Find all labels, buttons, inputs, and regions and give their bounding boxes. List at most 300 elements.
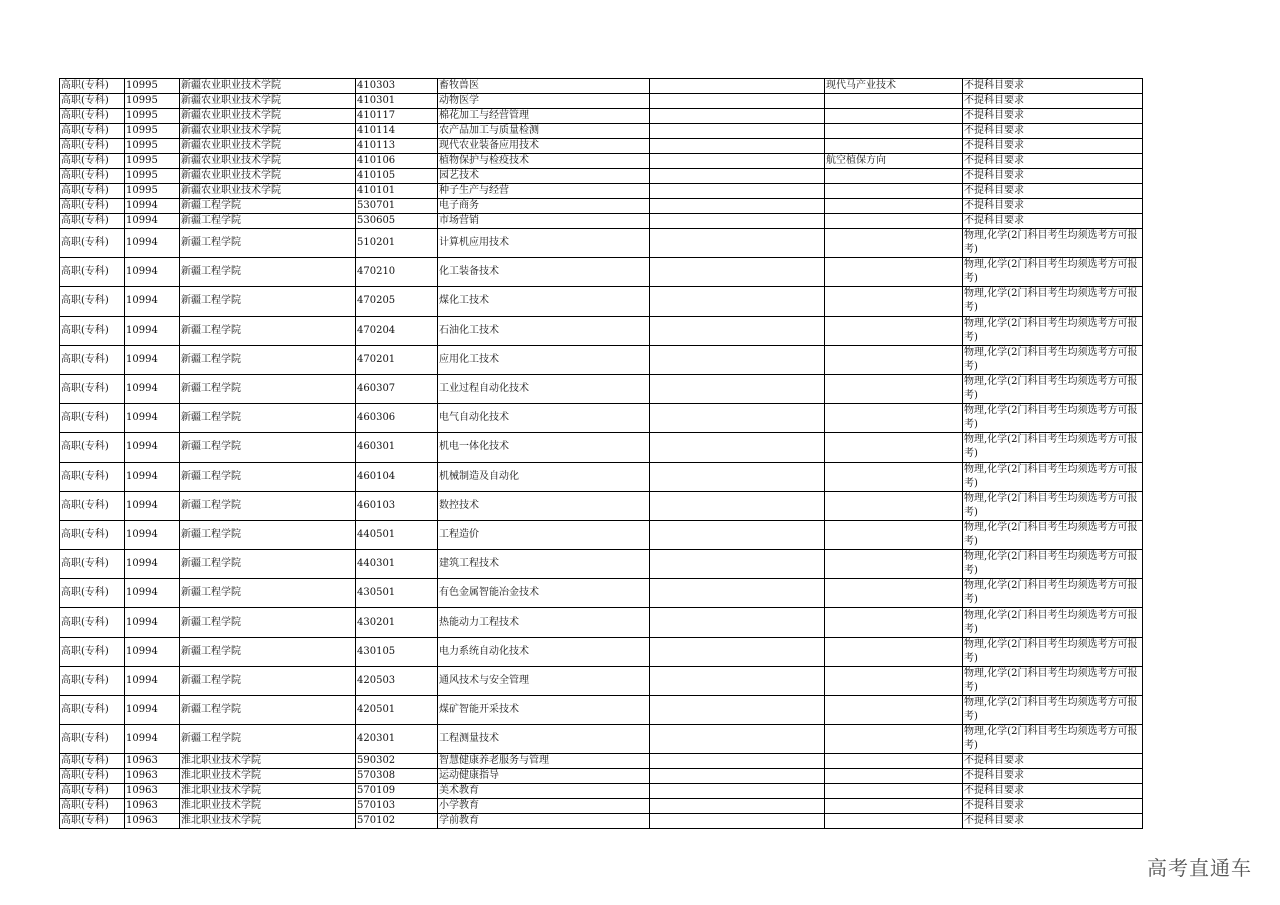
school-code-cell: 10994 (125, 287, 180, 316)
major-name-cell: 农产品加工与质量检测 (438, 124, 650, 139)
major-name-cell: 机电一体化技术 (438, 433, 650, 462)
major-code-cell: 410101 (356, 184, 438, 199)
school-code-cell: 10995 (125, 79, 180, 94)
table-row (60, 109, 1143, 124)
table-row (60, 184, 1143, 199)
school-code-cell: 10994 (125, 229, 180, 258)
table-row (60, 666, 1143, 695)
school-code-cell: 10995 (125, 169, 180, 184)
direction-cell (825, 433, 963, 462)
direction-cell (825, 462, 963, 491)
level-cell: 高职(专科) (60, 404, 125, 433)
major-code-cell: 460306 (356, 404, 438, 433)
direction-cell (825, 124, 963, 139)
note-cell (650, 462, 825, 491)
direction-cell (825, 169, 963, 184)
table-row (60, 637, 1143, 666)
major-code-cell: 460307 (356, 374, 438, 403)
direction-cell (825, 229, 963, 258)
requirement-cell: 物理,化学(2门科目考生均须选考方可报考) (963, 696, 1143, 725)
note-cell (650, 491, 825, 520)
table-row (60, 696, 1143, 725)
major-code-cell: 590302 (356, 754, 438, 769)
school-name-cell: 新疆工程学院 (180, 608, 356, 637)
school-name-cell: 新疆工程学院 (180, 199, 356, 214)
note-cell (650, 433, 825, 462)
level-cell: 高职(专科) (60, 345, 125, 374)
major-code-cell: 470210 (356, 258, 438, 287)
direction-cell (825, 199, 963, 214)
major-name-cell: 工程测量技术 (438, 725, 650, 754)
major-name-cell: 市场营销 (438, 214, 650, 229)
school-code-cell: 10994 (125, 608, 180, 637)
note-cell (650, 520, 825, 549)
requirement-cell: 不提科目要求 (963, 169, 1143, 184)
school-name-cell: 新疆农业职业技术学院 (180, 169, 356, 184)
direction-cell (825, 345, 963, 374)
table-row (60, 814, 1143, 829)
school-code-cell: 10995 (125, 139, 180, 154)
major-name-cell: 电力系统自动化技术 (438, 637, 650, 666)
direction-cell (825, 184, 963, 199)
level-cell: 高职(专科) (60, 696, 125, 725)
requirement-cell: 不提科目要求 (963, 214, 1143, 229)
major-name-cell: 智慧健康养老服务与管理 (438, 754, 650, 769)
direction-cell: 航空植保方向 (825, 154, 963, 169)
level-cell: 高职(专科) (60, 433, 125, 462)
note-cell (650, 769, 825, 784)
school-code-cell: 10994 (125, 433, 180, 462)
note-cell (650, 784, 825, 799)
note-cell (650, 637, 825, 666)
major-name-cell: 数控技术 (438, 491, 650, 520)
major-code-cell: 440501 (356, 520, 438, 549)
school-code-cell: 10963 (125, 754, 180, 769)
major-name-cell: 电子商务 (438, 199, 650, 214)
major-name-cell: 美术教育 (438, 784, 650, 799)
table-row (60, 94, 1143, 109)
level-cell: 高职(专科) (60, 169, 125, 184)
school-code-cell: 10994 (125, 637, 180, 666)
direction-cell (825, 404, 963, 433)
major-code-cell: 410114 (356, 124, 438, 139)
note-cell (650, 258, 825, 287)
note-cell (650, 666, 825, 695)
note-cell (650, 404, 825, 433)
level-cell: 高职(专科) (60, 79, 125, 94)
major-code-cell: 410303 (356, 79, 438, 94)
requirement-cell: 物理,化学(2门科目考生均须选考方可报考) (963, 637, 1143, 666)
major-name-cell: 小学教育 (438, 799, 650, 814)
direction-cell (825, 666, 963, 695)
table-row (60, 79, 1143, 94)
direction-cell (825, 799, 963, 814)
school-code-cell: 10963 (125, 784, 180, 799)
school-code-cell: 10994 (125, 725, 180, 754)
requirement-cell: 不提科目要求 (963, 814, 1143, 829)
school-name-cell: 淮北职业技术学院 (180, 799, 356, 814)
direction-cell (825, 814, 963, 829)
direction-cell (825, 769, 963, 784)
note-cell (650, 608, 825, 637)
school-name-cell: 新疆工程学院 (180, 696, 356, 725)
note-cell (650, 199, 825, 214)
direction-cell (825, 550, 963, 579)
major-code-cell: 460301 (356, 433, 438, 462)
major-code-cell: 530605 (356, 214, 438, 229)
direction-cell (825, 696, 963, 725)
requirement-cell: 不提科目要求 (963, 769, 1143, 784)
requirement-cell: 物理,化学(2门科目考生均须选考方可报考) (963, 374, 1143, 403)
major-code-cell: 510201 (356, 229, 438, 258)
school-code-cell: 10994 (125, 696, 180, 725)
direction-cell (825, 608, 963, 637)
table-row (60, 229, 1143, 258)
level-cell: 高职(专科) (60, 139, 125, 154)
school-name-cell: 新疆工程学院 (180, 666, 356, 695)
note-cell (650, 214, 825, 229)
major-name-cell: 工业过程自动化技术 (438, 374, 650, 403)
requirement-cell: 不提科目要求 (963, 139, 1143, 154)
table-row (60, 799, 1143, 814)
direction-cell (825, 491, 963, 520)
note-cell (650, 579, 825, 608)
table-row (60, 725, 1143, 754)
requirement-cell: 不提科目要求 (963, 154, 1143, 169)
direction-cell (825, 214, 963, 229)
note-cell (650, 79, 825, 94)
requirement-cell: 不提科目要求 (963, 94, 1143, 109)
direction-cell (825, 316, 963, 345)
school-code-cell: 10994 (125, 520, 180, 549)
school-code-cell: 10994 (125, 550, 180, 579)
level-cell: 高职(专科) (60, 725, 125, 754)
note-cell (650, 139, 825, 154)
major-name-cell: 煤化工技术 (438, 287, 650, 316)
major-name-cell: 煤矿智能开采技术 (438, 696, 650, 725)
major-code-cell: 410113 (356, 139, 438, 154)
level-cell: 高职(专科) (60, 316, 125, 345)
major-code-cell: 410117 (356, 109, 438, 124)
note-cell (650, 345, 825, 374)
note-cell (650, 169, 825, 184)
note-cell (650, 229, 825, 258)
level-cell: 高职(专科) (60, 94, 125, 109)
school-name-cell: 新疆工程学院 (180, 258, 356, 287)
level-cell: 高职(专科) (60, 154, 125, 169)
table-body (60, 79, 1143, 829)
table-row (60, 404, 1143, 433)
requirement-cell: 物理,化学(2门科目考生均须选考方可报考) (963, 520, 1143, 549)
major-code-cell: 420503 (356, 666, 438, 695)
level-cell: 高职(专科) (60, 608, 125, 637)
table-row (60, 550, 1143, 579)
major-code-cell: 410105 (356, 169, 438, 184)
level-cell: 高职(专科) (60, 462, 125, 491)
major-name-cell: 石油化工技术 (438, 316, 650, 345)
requirement-cell: 物理,化学(2门科目考生均须选考方可报考) (963, 666, 1143, 695)
table-row (60, 258, 1143, 287)
level-cell: 高职(专科) (60, 784, 125, 799)
requirement-cell: 物理,化学(2门科目考生均须选考方可报考) (963, 491, 1143, 520)
note-cell (650, 696, 825, 725)
school-name-cell: 新疆工程学院 (180, 404, 356, 433)
school-code-cell: 10995 (125, 154, 180, 169)
requirement-cell: 不提科目要求 (963, 184, 1143, 199)
major-name-cell: 学前教育 (438, 814, 650, 829)
school-name-cell: 新疆工程学院 (180, 462, 356, 491)
major-code-cell: 470201 (356, 345, 438, 374)
level-cell: 高职(专科) (60, 287, 125, 316)
school-name-cell: 新疆农业职业技术学院 (180, 94, 356, 109)
watermark-text: 高考直通车 (1147, 856, 1252, 880)
school-name-cell: 新疆工程学院 (180, 316, 356, 345)
major-code-cell: 570102 (356, 814, 438, 829)
school-name-cell: 新疆工程学院 (180, 214, 356, 229)
major-code-cell: 460103 (356, 491, 438, 520)
school-name-cell: 新疆农业职业技术学院 (180, 124, 356, 139)
direction-cell (825, 637, 963, 666)
major-code-cell: 470204 (356, 316, 438, 345)
school-name-cell: 新疆工程学院 (180, 579, 356, 608)
table-row (60, 345, 1143, 374)
major-code-cell: 430105 (356, 637, 438, 666)
direction-cell: 现代马产业技术 (825, 79, 963, 94)
major-name-cell: 现代农业装备应用技术 (438, 139, 650, 154)
major-code-cell: 430201 (356, 608, 438, 637)
table-row (60, 608, 1143, 637)
major-name-cell: 建筑工程技术 (438, 550, 650, 579)
major-code-cell: 420301 (356, 725, 438, 754)
level-cell: 高职(专科) (60, 550, 125, 579)
direction-cell (825, 94, 963, 109)
major-code-cell: 410301 (356, 94, 438, 109)
level-cell: 高职(专科) (60, 769, 125, 784)
major-code-cell: 430501 (356, 579, 438, 608)
major-code-cell: 460104 (356, 462, 438, 491)
table-row (60, 491, 1143, 520)
requirement-cell: 不提科目要求 (963, 199, 1143, 214)
level-cell: 高职(专科) (60, 637, 125, 666)
note-cell (650, 550, 825, 579)
table-row (60, 374, 1143, 403)
school-name-cell: 新疆农业职业技术学院 (180, 154, 356, 169)
level-cell: 高职(专科) (60, 666, 125, 695)
table-row (60, 316, 1143, 345)
table-row (60, 754, 1143, 769)
major-name-cell: 电气自动化技术 (438, 404, 650, 433)
level-cell: 高职(专科) (60, 491, 125, 520)
note-cell (650, 799, 825, 814)
school-name-cell: 新疆农业职业技术学院 (180, 109, 356, 124)
school-name-cell: 新疆工程学院 (180, 520, 356, 549)
table-row (60, 462, 1143, 491)
major-name-cell: 园艺技术 (438, 169, 650, 184)
requirement-cell: 物理,化学(2门科目考生均须选考方可报考) (963, 404, 1143, 433)
level-cell: 高职(专科) (60, 199, 125, 214)
direction-cell (825, 754, 963, 769)
table-row (60, 287, 1143, 316)
direction-cell (825, 579, 963, 608)
major-code-cell: 410106 (356, 154, 438, 169)
school-code-cell: 10994 (125, 666, 180, 695)
school-code-cell: 10963 (125, 799, 180, 814)
requirement-cell: 物理,化学(2门科目考生均须选考方可报考) (963, 316, 1143, 345)
school-name-cell: 淮北职业技术学院 (180, 754, 356, 769)
direction-cell (825, 374, 963, 403)
direction-cell (825, 109, 963, 124)
table-row (60, 784, 1143, 799)
major-name-cell: 动物医学 (438, 94, 650, 109)
table-row (60, 214, 1143, 229)
school-name-cell: 新疆工程学院 (180, 725, 356, 754)
table-row (60, 139, 1143, 154)
note-cell (650, 725, 825, 754)
school-code-cell: 10994 (125, 462, 180, 491)
note-cell (650, 184, 825, 199)
major-code-cell: 440301 (356, 550, 438, 579)
school-code-cell: 10994 (125, 579, 180, 608)
level-cell: 高职(专科) (60, 754, 125, 769)
level-cell: 高职(专科) (60, 229, 125, 258)
school-name-cell: 新疆工程学院 (180, 550, 356, 579)
requirement-cell: 不提科目要求 (963, 784, 1143, 799)
note-cell (650, 287, 825, 316)
school-code-cell: 10995 (125, 94, 180, 109)
major-name-cell: 热能动力工程技术 (438, 608, 650, 637)
table-row (60, 124, 1143, 139)
school-code-cell: 10994 (125, 258, 180, 287)
school-code-cell: 10995 (125, 184, 180, 199)
admission-subject-requirements-table (59, 78, 1143, 829)
school-code-cell: 10963 (125, 814, 180, 829)
requirement-cell: 不提科目要求 (963, 799, 1143, 814)
level-cell: 高职(专科) (60, 579, 125, 608)
level-cell: 高职(专科) (60, 109, 125, 124)
table-row (60, 433, 1143, 462)
school-code-cell: 10994 (125, 404, 180, 433)
level-cell: 高职(专科) (60, 124, 125, 139)
major-code-cell: 530701 (356, 199, 438, 214)
major-code-cell: 470205 (356, 287, 438, 316)
school-name-cell: 新疆工程学院 (180, 637, 356, 666)
direction-cell (825, 784, 963, 799)
table-row (60, 579, 1143, 608)
major-code-cell: 570109 (356, 784, 438, 799)
direction-cell (825, 725, 963, 754)
school-name-cell: 新疆工程学院 (180, 229, 356, 258)
major-name-cell: 畜牧兽医 (438, 79, 650, 94)
requirement-cell: 物理,化学(2门科目考生均须选考方可报考) (963, 579, 1143, 608)
school-name-cell: 淮北职业技术学院 (180, 769, 356, 784)
note-cell (650, 109, 825, 124)
requirement-cell: 物理,化学(2门科目考生均须选考方可报考) (963, 725, 1143, 754)
table-row (60, 169, 1143, 184)
requirement-cell: 物理,化学(2门科目考生均须选考方可报考) (963, 229, 1143, 258)
direction-cell (825, 258, 963, 287)
school-name-cell: 新疆工程学院 (180, 491, 356, 520)
school-name-cell: 新疆工程学院 (180, 374, 356, 403)
school-code-cell: 10994 (125, 374, 180, 403)
level-cell: 高职(专科) (60, 814, 125, 829)
note-cell (650, 754, 825, 769)
requirement-cell: 物理,化学(2门科目考生均须选考方可报考) (963, 345, 1143, 374)
school-name-cell: 新疆农业职业技术学院 (180, 139, 356, 154)
major-name-cell: 有色金属智能冶金技术 (438, 579, 650, 608)
school-name-cell: 新疆工程学院 (180, 345, 356, 374)
table-row (60, 520, 1143, 549)
major-name-cell: 计算机应用技术 (438, 229, 650, 258)
school-code-cell: 10994 (125, 199, 180, 214)
school-name-cell: 新疆工程学院 (180, 287, 356, 316)
requirement-cell: 不提科目要求 (963, 109, 1143, 124)
level-cell: 高职(专科) (60, 520, 125, 549)
major-name-cell: 化工装备技术 (438, 258, 650, 287)
major-code-cell: 570308 (356, 769, 438, 784)
school-code-cell: 10994 (125, 316, 180, 345)
major-code-cell: 570103 (356, 799, 438, 814)
school-code-cell: 10963 (125, 769, 180, 784)
table-row (60, 769, 1143, 784)
table-row (60, 199, 1143, 214)
major-name-cell: 应用化工技术 (438, 345, 650, 374)
level-cell: 高职(专科) (60, 184, 125, 199)
level-cell: 高职(专科) (60, 258, 125, 287)
school-code-cell: 10995 (125, 109, 180, 124)
major-name-cell: 棉花加工与经营管理 (438, 109, 650, 124)
major-name-cell: 机械制造及自动化 (438, 462, 650, 491)
requirement-cell: 物理,化学(2门科目考生均须选考方可报考) (963, 287, 1143, 316)
major-name-cell: 种子生产与经营 (438, 184, 650, 199)
major-code-cell: 420501 (356, 696, 438, 725)
school-name-cell: 新疆农业职业技术学院 (180, 184, 356, 199)
note-cell (650, 124, 825, 139)
level-cell: 高职(专科) (60, 374, 125, 403)
level-cell: 高职(专科) (60, 799, 125, 814)
requirement-cell: 不提科目要求 (963, 754, 1143, 769)
requirement-cell: 物理,化学(2门科目考生均须选考方可报考) (963, 608, 1143, 637)
direction-cell (825, 520, 963, 549)
requirement-cell: 物理,化学(2门科目考生均须选考方可报考) (963, 433, 1143, 462)
requirement-cell: 不提科目要求 (963, 124, 1143, 139)
school-code-cell: 10994 (125, 345, 180, 374)
school-code-cell: 10994 (125, 491, 180, 520)
major-name-cell: 植物保护与检疫技术 (438, 154, 650, 169)
school-code-cell: 10994 (125, 214, 180, 229)
major-name-cell: 运动健康指导 (438, 769, 650, 784)
school-name-cell: 新疆农业职业技术学院 (180, 79, 356, 94)
major-name-cell: 通风技术与安全管理 (438, 666, 650, 695)
note-cell (650, 814, 825, 829)
school-name-cell: 淮北职业技术学院 (180, 784, 356, 799)
note-cell (650, 154, 825, 169)
requirement-cell: 不提科目要求 (963, 79, 1143, 94)
note-cell (650, 316, 825, 345)
direction-cell (825, 139, 963, 154)
school-name-cell: 新疆工程学院 (180, 433, 356, 462)
note-cell (650, 374, 825, 403)
school-name-cell: 淮北职业技术学院 (180, 814, 356, 829)
requirement-cell: 物理,化学(2门科目考生均须选考方可报考) (963, 258, 1143, 287)
level-cell: 高职(专科) (60, 214, 125, 229)
major-name-cell: 工程造价 (438, 520, 650, 549)
school-code-cell: 10995 (125, 124, 180, 139)
requirement-cell: 物理,化学(2门科目考生均须选考方可报考) (963, 462, 1143, 491)
requirement-cell: 物理,化学(2门科目考生均须选考方可报考) (963, 550, 1143, 579)
table-row (60, 154, 1143, 169)
direction-cell (825, 287, 963, 316)
note-cell (650, 94, 825, 109)
